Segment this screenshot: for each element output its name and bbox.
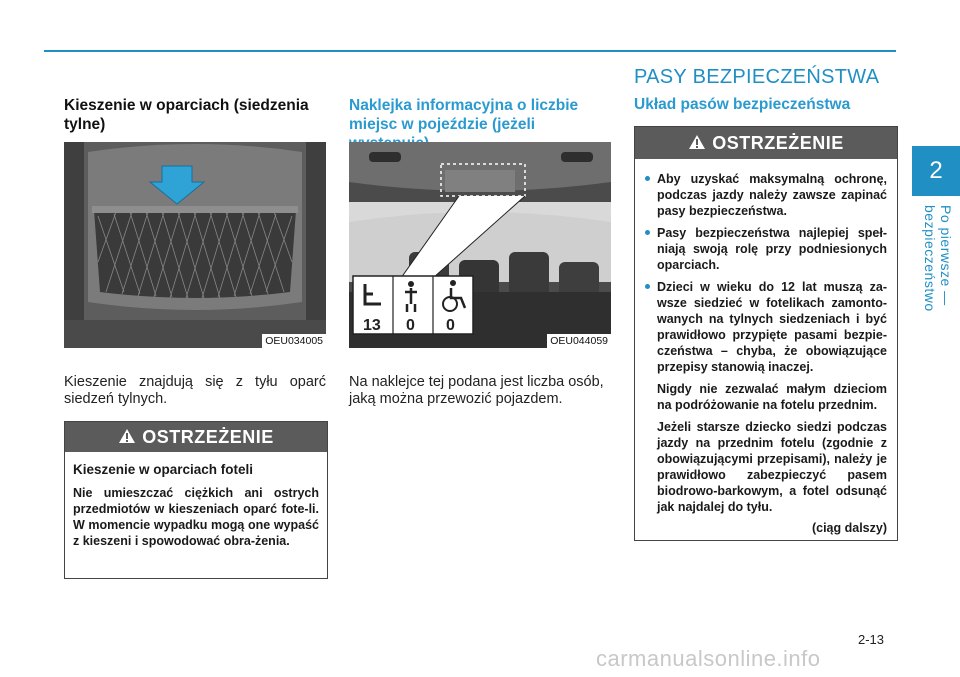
image-code: OEU044059 [547, 334, 611, 348]
watermark-text: carmanualsonline.info [596, 646, 821, 671]
warning-paragraph: Jeżeli starsze dziecko siedzi podczas jazdy na przednim fotelu (zgodnie z obowiązującymi przepisami), należy je prawidłowo zabezpieczyć pasem biodrowo-barkowym, a fotel odsunąć jak najdalej do tyłu. [657, 420, 887, 514]
seat-pocket-illustration [64, 142, 326, 348]
chapter-number: 2 [929, 157, 943, 184]
middle-heading: Naklejka informacyjna o liczbie miejsc w pojeździe (jeżeli [349, 97, 579, 133]
interior-photo [349, 142, 611, 348]
right-warning-box [634, 126, 898, 541]
right-heading: Układ pasów bezpieczeństwa [634, 96, 851, 113]
warning-header-label: OSTRZEŻENIE [712, 133, 844, 153]
label-value-seats: 13 [363, 317, 381, 334]
warning-triangle-icon [118, 428, 136, 444]
image-code: OEU034005 [262, 334, 326, 348]
warning-bullet: Dzieci w wieku do 12 lat muszą za-wsze siedzieć w fotelikach zamonto-wanych na tylnych siedzeniach i być prawidłowo przypięte pasami bezpie-czeństwa – chyba, że obowiązujące przepisy stanowią inaczej. [645, 279, 887, 375]
page-number: 2-13 [858, 632, 885, 647]
section-title: PASY BEZPIECZEŃSTWA [634, 66, 880, 88]
label-value-wheelchair: 0 [446, 317, 455, 334]
warning-header-label: OSTRZEŻENIE [142, 427, 274, 447]
warning-bullet: Aby uzyskać maksymalną ochronę, podczas jazdy należy zawsze zapinać pasy bezpieczeństwa. [645, 171, 887, 219]
left-body: Kieszenie znajdują się z tyłu oparć siedzeń tylnych. [64, 374, 326, 407]
warning-header [635, 127, 897, 159]
left-warning-box [64, 421, 328, 579]
continued-note: (ciąg dalszy) [811, 521, 887, 535]
vehicle-interior-illustration [349, 142, 611, 348]
left-heading: Kieszenie w oparciach (siedzenia tylne) [64, 97, 309, 133]
warning-triangle-icon [688, 134, 706, 150]
middle-body: Na naklejce tej podana jest liczba osób, jaką można przewozić pojazdem. [349, 374, 604, 407]
warning-text: Nie umieszczać ciężkich ani ostrych przedmiotów w kieszeniach oparć fote-li. W momencie wypadku mogą one wypaść z kieszeni i spowodować obra-żenia. [73, 486, 319, 548]
warning-bullet: Pasy bezpieczeństwa najlepiej speł-niają swoją rolę przy podniesionych oparciach. [645, 225, 887, 273]
label-value-standing: 0 [406, 317, 415, 334]
top-rule [44, 50, 896, 52]
seat-pocket-photo [64, 142, 326, 348]
chapter-side-title: Po pierwsze — bezpieczeństwo [922, 205, 954, 312]
warning-title: Kieszenie w oparciach foteli [73, 462, 254, 477]
warning-paragraph: Nigdy nie zezwalać małym dzieciom na podróżowanie na fotelu przednim. [657, 382, 887, 412]
warning-header [65, 422, 327, 452]
chapter-tab[interactable] [912, 146, 960, 196]
